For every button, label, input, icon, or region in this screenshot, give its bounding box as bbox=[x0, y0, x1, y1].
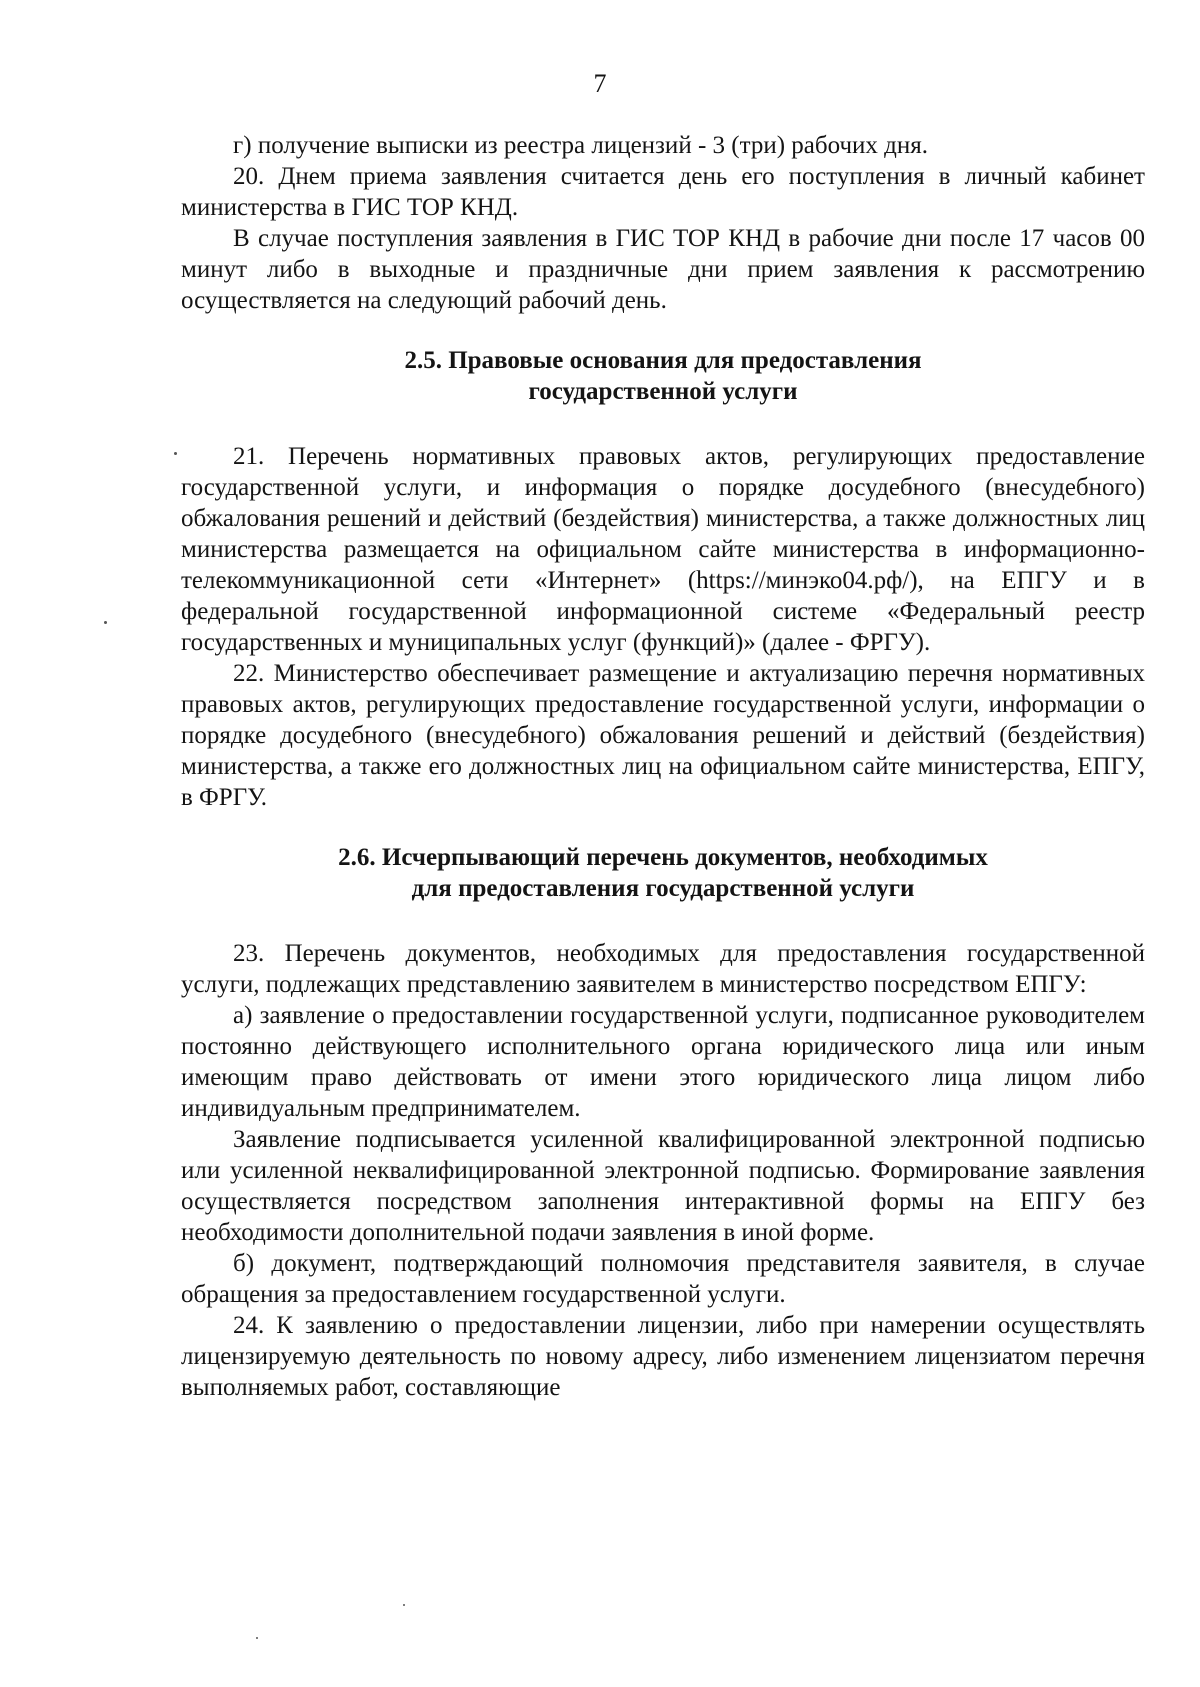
scan-speck bbox=[403, 1604, 405, 1606]
document-body bbox=[181, 130, 1145, 1403]
paragraph-20: 20. Днем приема заявления считается день его поступления в личный кабинет министерства в ГИС ТОР КНД. bbox=[181, 163, 1145, 221]
paragraph-22: 22. Министерство обеспечивает размещение и актуализацию перечня нормативных правовых актов, регулирующих предоставление государственной услуги, информации о порядке досудебного (внесудебного) обжалования решений и действий (бездействия) министерства, а также его должностных лиц на официальном сайте министерства, ЕПГУ, в ФРГУ. bbox=[181, 660, 1145, 811]
heading-line: 2.5. Правовые основания для предоставления bbox=[404, 347, 922, 374]
paragraph-item-a: а) заявление о предоставлении государственной услуги, подписанное руководителем постоянно действующего исполнительного органа юридического лица или иным имеющим право действовать от имени этого юридического лица лицом либо индивидуальным предпринимателем. bbox=[181, 1002, 1145, 1122]
scan-speck bbox=[104, 621, 107, 624]
paragraph-21: 21. Перечень нормативных правовых актов, регулирующих предоставление государственной услуги, и информация о порядке досудебного (внесудебного) обжалования решений и действий (бездействия) министерства, а также должностных лиц министерства размещается на официальном сайте министерства в информационно-телекоммуникационной сети «Интернет» (https://минэко04.рф/), на ЕПГУ и в федеральной государственной информационной системе «Федеральный реестр государственных и муниципальных услуг (функций)» (далее - ФРГУ). bbox=[181, 443, 1145, 656]
spacer bbox=[181, 904, 1145, 938]
paragraph-signature: Заявление подписывается усиленной квалифицированной электронной подписью или усиленной неквалифицированной электронной подписью. Формирование заявления осуществляется посредством заполнения интерактивной формы на ЕПГУ без необходимости дополнительной подачи заявления в иной форме. bbox=[181, 1126, 1145, 1246]
heading-line: 2.6. Исчерпывающий перечень документов, необходимых bbox=[338, 844, 988, 871]
heading-line: для предоставления государственной услуги bbox=[411, 875, 915, 902]
scan-speck bbox=[256, 1637, 258, 1639]
scan-speck bbox=[174, 452, 177, 455]
page-number: 7 bbox=[593, 69, 607, 98]
paragraph-23: 23. Перечень документов, необходимых для предоставления государственной услуги, подлежащих представлению заявителем в министерство посредством ЕПГУ: bbox=[181, 940, 1145, 998]
paragraph-item-b: б) документ, подтверждающий полномочия представителя заявителя, в случае обращения за предоставлением государственной услуги. bbox=[181, 1250, 1145, 1308]
heading-line: государственной услуги bbox=[528, 378, 798, 405]
spacer bbox=[181, 813, 1145, 842]
paragraph-item-g: г) получение выписки из реестра лицензий - 3 (три) рабочих дня. bbox=[233, 132, 928, 159]
spacer bbox=[181, 316, 1145, 345]
paragraph-receipt-time: В случае поступления заявления в ГИС ТОР КНД в рабочие дни после 17 часов 00 минут либо в выходные и праздничные дни прием заявления к рассмотрению осуществляется на следующий рабочий день. bbox=[181, 225, 1145, 314]
paragraph-24: 24. К заявлению о предоставлении лицензии, либо при намерении осуществлять лицензируемую деятельность по новому адресу, либо изменением лицензиатом перечня выполняемых работ, составляющие bbox=[181, 1312, 1145, 1401]
section-heading-2-5 bbox=[181, 345, 1145, 407]
section-heading-2-6 bbox=[181, 842, 1145, 904]
spacer bbox=[181, 407, 1145, 441]
